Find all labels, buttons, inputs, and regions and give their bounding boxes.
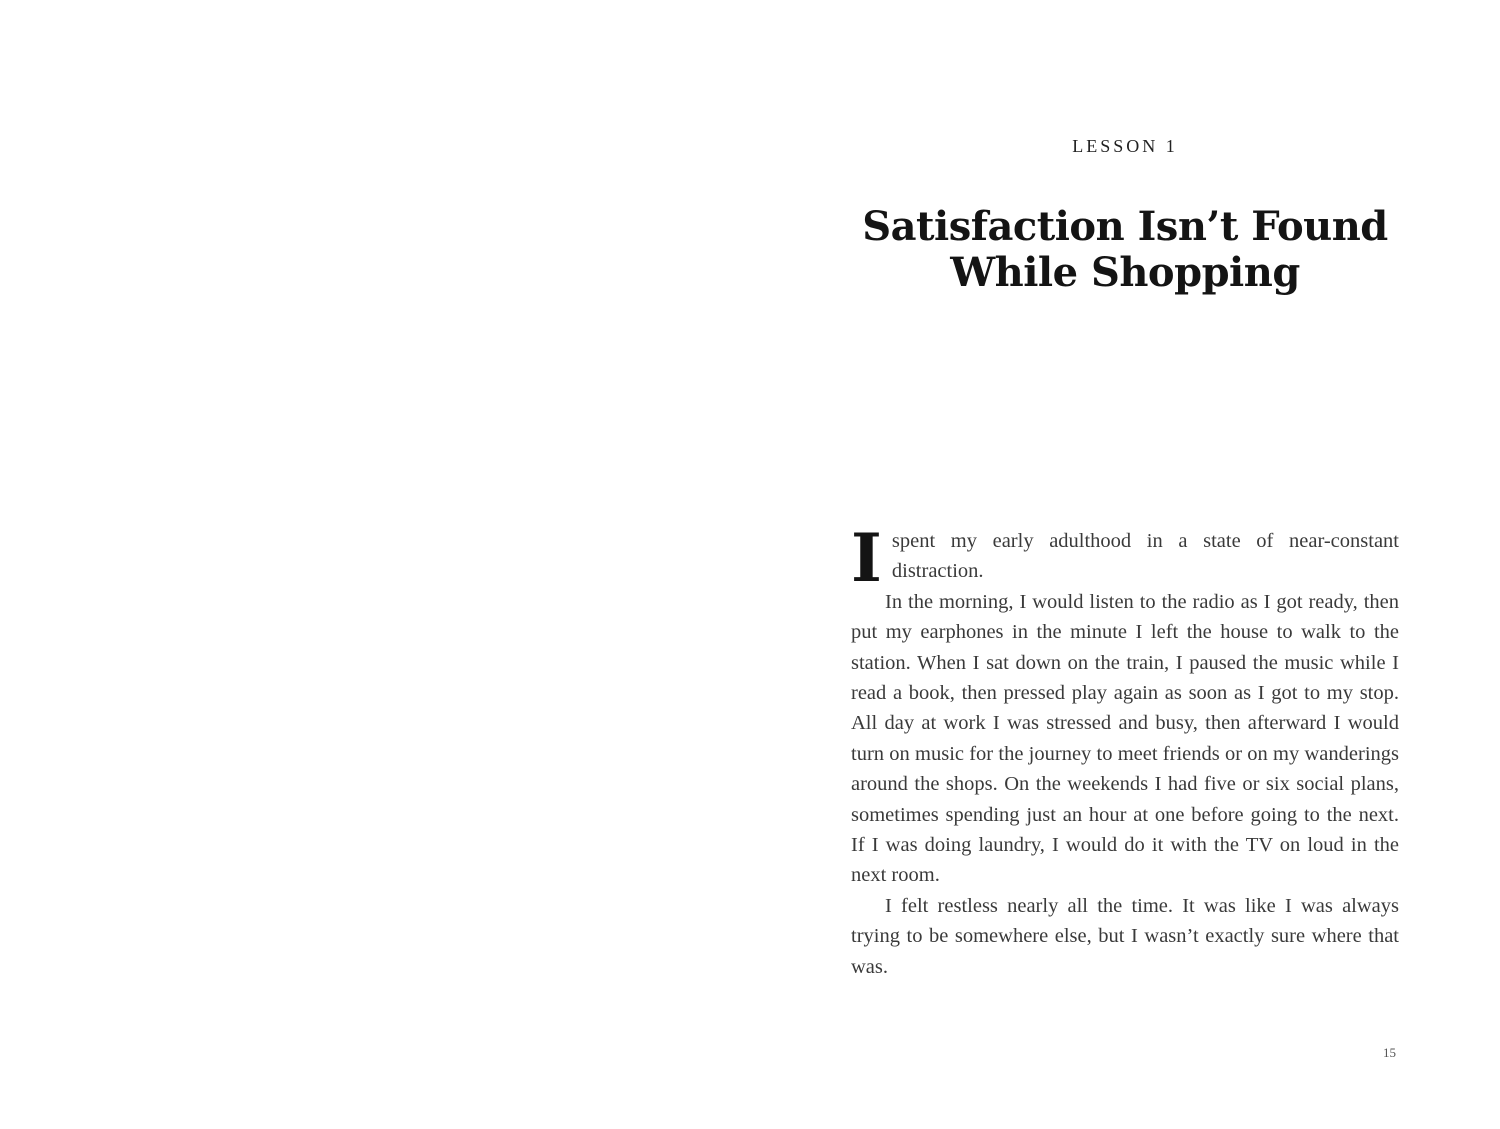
right-page [750, 0, 1500, 1129]
lesson-label: LESSON 1 [1072, 136, 1178, 156]
page-number: 15 [1383, 1045, 1396, 1060]
drop-cap: I [851, 519, 882, 597]
chapter-title [810, 204, 1440, 296]
paragraph-3: I felt restless nearly all the time. It was like I was always trying to be somewhere else, but I wasn’t exactly sure where that was. [851, 894, 1399, 978]
chapter-title-line-2: While Shopping [950, 249, 1300, 296]
paragraph-2: In the morning, I would listen to the radio as I got ready, then put my earphones in the minute I left the house to walk to the station. When I sat down on the train, I paused the music while I read a book, then pressed play again as soon as I got to my stop. All day at work I was stressed and busy, then afterward I would turn on music for the journey to meet friends or on my wanderings around the shops. On the weekends I had five or six social plans, sometimes spending just an hour at one before going to the next. If I was doing laundry, I would do it with the TV on loud in the next room. [851, 590, 1399, 887]
body-text [851, 519, 1399, 982]
paragraph-1 [851, 519, 1399, 597]
paragraph-1-text: spent my early adulthood in a state of near-constant distraction. [891, 530, 1399, 583]
chapter-title-line-1: Satisfaction Isn’t Found [862, 203, 1388, 250]
